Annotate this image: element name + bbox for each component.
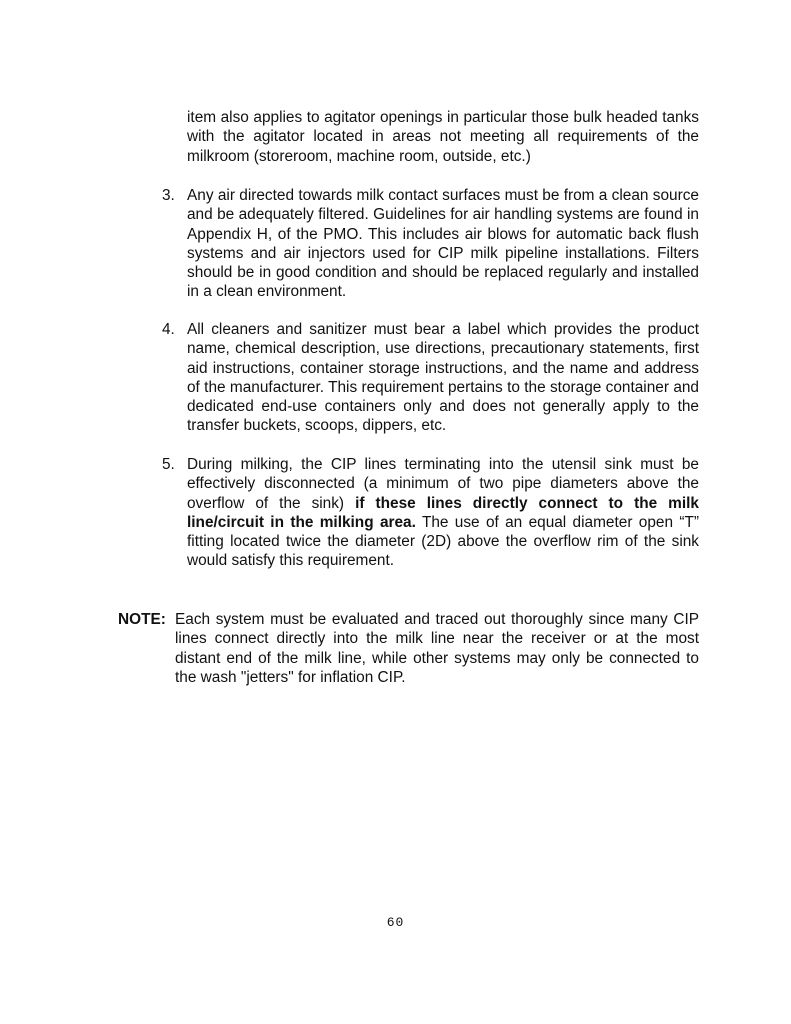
list-item-text (187, 455, 699, 571)
note-block (118, 610, 699, 687)
list-item-text: Any air directed towards milk contact surfaces must be from a clean source and be adequately filtered. Guidelines for air handling systems are found in Appendix H, of the PMO. This includes air blows for automatic back flush systems and air injectors used for CIP milk pipeline installations. Filters should be in good condition and should be replaced regularly and installed in a clean environment. (187, 187, 699, 301)
list-item-number: 5. (162, 456, 175, 473)
list-item-4 (162, 320, 699, 436)
list-item-3 (162, 186, 699, 302)
list-item-text-end: The use of an equal diameter open “T” fitting located twice the diameter (2D) above the overflow rim of the sink would satisfy this requirement. (187, 513, 699, 570)
list-item-number: 3. (162, 187, 175, 204)
note-text: Each system must be evaluated and traced out thoroughly since many CIP lines connect directly into the milk line near the receiver or at the most distant end of the milk line, while other systems may only be connected to the wash "jetters" for inflation CIP. (175, 611, 699, 686)
list-item-text-start: During milking, the CIP lines terminating into the utensil sink must be effectively disconnected (a minimum of two pipe diameters above the overflow of the sink) (187, 456, 699, 512)
continuation-paragraph: item also applies to agitator openings in particular those bulk headed tanks with the agitator located in areas not meeting all requirements of the milkroom (storeroom, machine room, outside, etc.) (187, 109, 699, 165)
page-number: 60 (386, 915, 405, 930)
note-label: NOTE: (118, 611, 166, 628)
list-item-text: All cleaners and sanitizer must bear a label which provides the product name, chemical description, use directions, precautionary statements, first aid instructions, container storage instructions, and the name and address of the manufacturer. This requirement pertains to the storage container and dedicated end-use containers only and does not generally apply to the transfer buckets, scoops, dippers, etc. (187, 321, 699, 435)
list-item-bold-text: if these lines directly connect to the milk line/circuit in the milking area. (187, 494, 699, 531)
list-item-5 (162, 455, 699, 571)
list-item-number: 4. (162, 321, 175, 338)
